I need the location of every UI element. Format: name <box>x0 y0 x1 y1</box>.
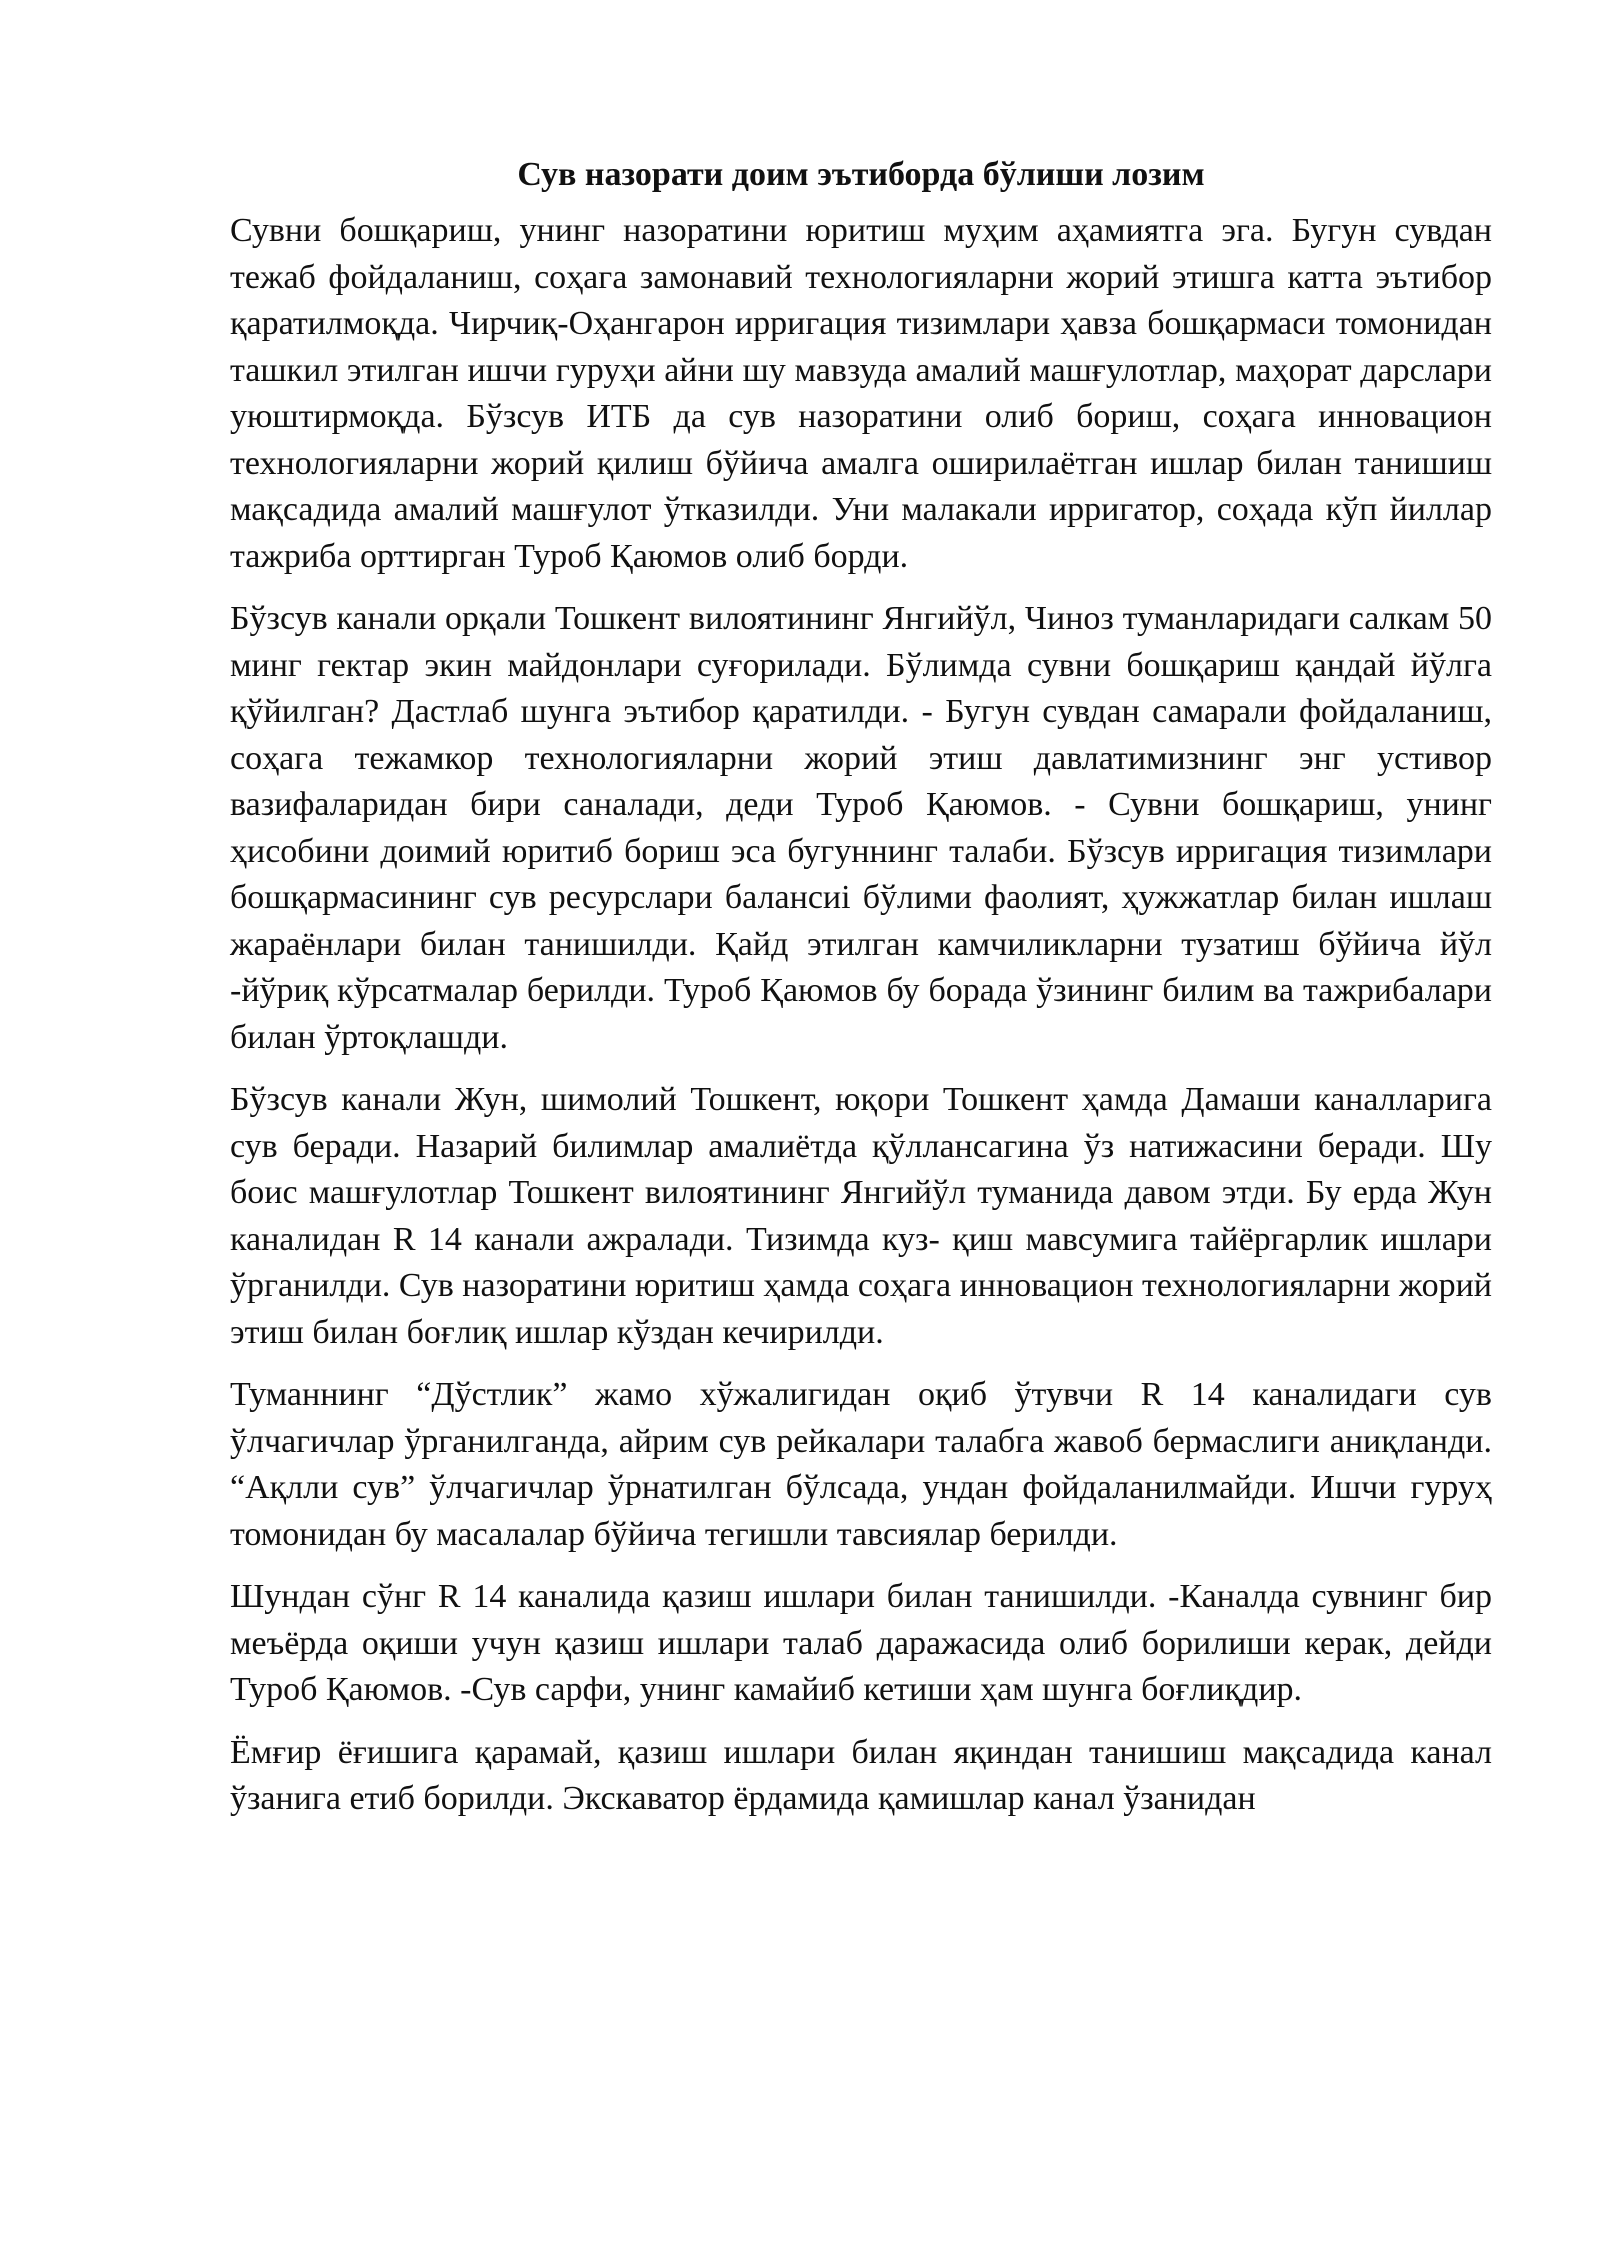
paragraph-2: Бўзсув канали орқали Тошкент вилоятининг Янгийўл, Чиноз туманларидаги салкам 50 минг гектар экин майдонлари суғорилади. Бўлимда сувни бошқариш қандай йўлга қўйилган? Дастлаб шунга эътибор қаратилди. - Бугун сувдан самарали фойдаланиш, соҳага тежамкор технологияларни жорий этиш давлатимизнинг энг устивор вазифаларидан бири саналади, деди Туроб Қаюмов. - Сувни бошқариш, унинг ҳисобини доимий юритиб бориш эса бугуннинг талаби. Бўзсув ирригация тизимлари бошқармасининг сув ресурслари балансиi бўлими фаолият, ҳужжатлар билан ишлаш жараёнлари билан танишилди. Қайд этилган камчиликларни тузатиш бўйича йўл -йўриқ кўрсатмалар берилди. Туроб Қаюмов бу борада ўзининг билим ва тажрибалари билан ўртоқлашди. <box>230 600 1492 1056</box>
paragraph-5: Шундан сўнг R 14 каналида қазиш ишлари билан танишилди. -Каналда сувнинг бир меъёрда оқиши учун қазиш ишлари талаб даражасида олиб борилиши керак, дейди Туроб Қаюмов. -Сув сарфи, унинг камайиб кетиши ҳам шунга боғлиқдир. <box>230 1578 1492 1708</box>
paragraph-4: Туманнинг “Дўстлик” жамо хўжалигидан оқиб ўтувчи R 14 каналидаги сув ўлчагичлар ўрганилганда, айрим сув рейкалари талабга жавоб бермаслиги аниқланди. “Ақлли сув” ўлчагичлар ўрнатилган бўлсада, ундан фойдаланилмайди. Ишчи гуруҳ томонидан бу масалалар бўйича тегишли тавсиялар берилди. <box>230 1376 1492 1553</box>
paragraph-6: Ёмғир ёғишига қарамай, қазиш ишлари билан яқиндан танишиш мақсадида канал ўзанига етиб борилди. Экскаватор ёрдамида қамишлар канал ўзанидан <box>230 1733 1492 1817</box>
paragraph-1: Сувни бошқариш, унинг назоратини юритиш муҳим аҳамиятга эга. Бугун сувдан тежаб фойдаланиш, соҳага замонавий технологияларни жорий этишга катта эътибор қаратилмоқда. Чирчиқ-Оҳангарон ирригация тизимлари ҳавза бошқармаси томонидан ташкил этилган ишчи гуруҳи айни шу мавзуда амалий машғулотлар, маҳорат дарслари уюштирмоқда. Бўзсув ИТБ да сув назоратини олиб бориш, соҳага инновацион технологияларни жорий қилиш бўйича амалга оширилаётган ишлар билан танишиш мақсадида амалий машғулот ўтказилди. Уни малакали ирригатор, соҳада кўп йиллар тажриба орттирган Туроб Қаюмов олиб борди. <box>230 212 1492 575</box>
paragraph-3: Бўзсув канали Жун, шимолий Тошкент, юқори Тошкент ҳамда Дамаши каналларига сув беради. Назарий билимлар амалиётда қўллансагина ўз натижасини беради. Шу боис машғулотлар Тошкент вилоятининг Янгийўл туманида давом этди. Бу ерда Жун каналидан R 14 канали ажралади. Тизимда куз- қиш мавсумига тайёргарлик ишлари ўрганилди. Сув назоратини юритиш ҳамда соҳага инновацион технологияларни жорий этиш билан боғлиқ ишлар кўздан кечирилди. <box>230 1081 1492 1351</box>
document-title: Сув назорати доим эътиборда бўлиши лозим <box>517 156 1205 193</box>
document-body <box>230 150 1492 1839</box>
